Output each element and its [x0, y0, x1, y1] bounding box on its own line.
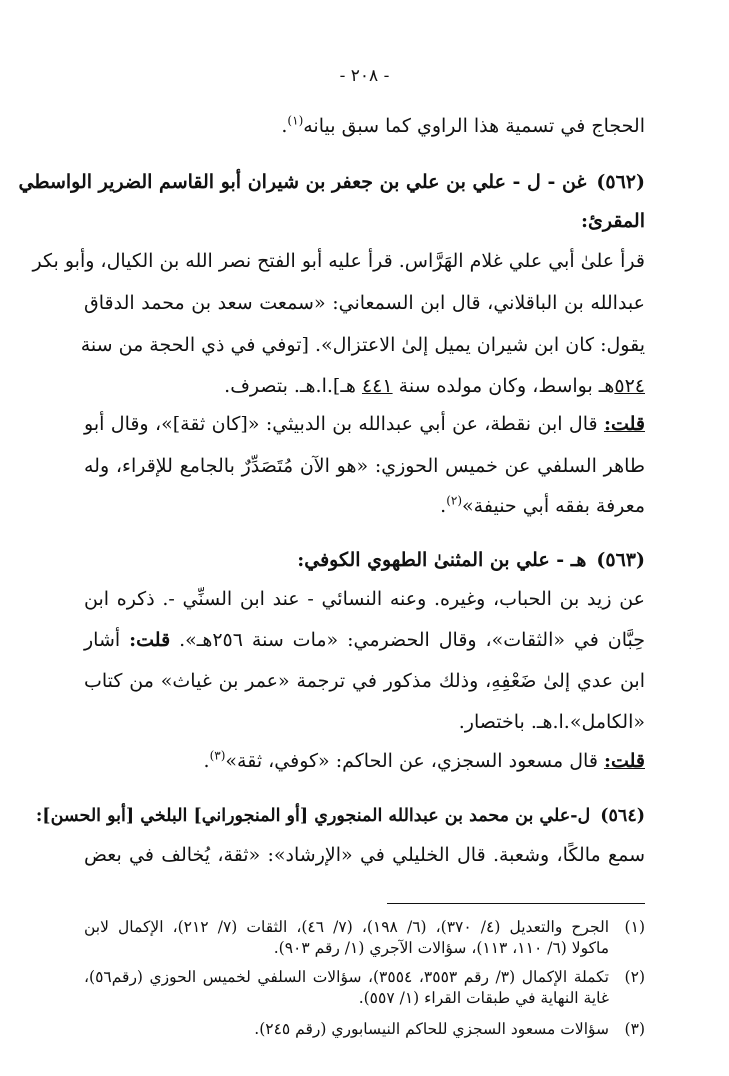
qult-label: قلت:	[603, 413, 645, 435]
footnote-divider	[387, 903, 645, 904]
entry-563-line-4: «الكامل».ا.هـ. باختصار.	[458, 711, 645, 733]
entry-563-line-5: قلت: قال مسعود السجزي، عن الحاكم: «كوفي، ثقة»$^{(٣)}$.	[203, 748, 645, 772]
entry-562-line-3: يقول: كان ابن شيران يميل إلىٰ الاعتزال». [توفي في ذي الحجة من سنة	[80, 334, 645, 356]
footnote-2: (٢) تكملة الإكمال (٣/ رقم ٣٥٥٣، ٣٥٥٤)، سؤالات السلفي لخميس الحوزي (رقم٥٦)، غاية النهاية في طبقات القراء (١/ ٥٥٧).	[84, 968, 645, 1007]
entry-563-heading: (٥٦٣)هـ - علي بن المثنىٰ الطهوي الكوفي:	[297, 549, 645, 571]
entry-564-line-1: سمع مالكًا، وشعبة. قال الخليلي في «الإرشاد»: «ثقة، يُخالف في بعض	[84, 844, 645, 866]
footnote-1: (١) الجرح والتعديل (٤/ ٣٧٠)، (٦/ ١٩٨)، (٧/ ٤٦)، الثقات (٧/ ٢١٢)، الإكمال لابن ماكولا (٦/ ١١٠، ١١٣)، سؤالات الآجري (١/ رقم ٩٠٣).	[84, 918, 645, 957]
entry-564-number: (٥٦٤)	[600, 806, 645, 826]
footnote-ref-3: (٣)	[209, 748, 226, 763]
page-number: - ٢٠٨ -	[339, 66, 390, 86]
entry-563-line-2: حِبَّان في «الثقات»، وقال الحضرمي: «مات سنة ٢٥٦هـ». قلت: أشار	[84, 629, 646, 651]
entry-562-line-1: قرأ علىٰ أبي علي غلام الهَرَّاس. قرأ عليه أبو الفتح نصر الله بن الكيال، وأبو بكر	[32, 250, 645, 272]
entry-563-line-1: عن زيد بن الحباب، وغيره. وعنه النسائي - عند ابن السنِّي -. ذكره ابن	[84, 588, 645, 610]
entry-562-number: (٥٦٢)	[596, 171, 645, 193]
qult-label: قلت:	[603, 750, 645, 772]
intro-line: الحجاج في تسمية هذا الراوي كما سبق بيانه$^{(١)}$.	[281, 113, 645, 137]
entry-563-line-3: ابن عدي إلىٰ ضَعْفِهِ، وذلك مذكور في ترجمة «عمر بن غياث» من كتاب	[84, 670, 645, 692]
footnote-3: (٣) سؤالات مسعود السجزي للحاكم النيسابوري (رقم ٢٤٥).	[254, 1020, 645, 1038]
entry-564-heading: (٥٦٤)ل-علي بن محمد بن عبدالله المنجوري [أو المنجوراني] البلخي [أبو الحسن]:	[35, 806, 645, 826]
entry-562-line-5: قلت: قال ابن نقطة، عن أبي عبدالله بن الدبيثي: «[كان ثقة]»، وقال أبو	[84, 413, 645, 435]
entry-562-heading-cont: المقرئ:	[580, 210, 645, 232]
footnote-ref-1: (١)	[287, 113, 304, 128]
entry-563-number: (٥٦٣)	[596, 549, 645, 571]
qult-label: قلت:	[129, 629, 171, 651]
entry-562-heading: (٥٦٢)غن - ل - علي بن علي بن جعفر بن شيران أبو القاسم الضرير الواسطي	[18, 171, 645, 193]
footnote-ref-2: (٢)	[446, 493, 463, 508]
entry-562-line-6: طاهر السلفي عن خميس الحوزي: «هو الآن مُتَصَدِّرٌ بالجامع للإقراء، وله	[84, 455, 645, 477]
entry-562-line-7: معرفة بفقه أبي حنيفة»$^{(٢)}$.	[440, 493, 645, 517]
entry-562-line-4: ٥٢٤هـ بواسط، وكان مولده سنة ٤٤١ هـ].ا.هـ. بتصرف.	[224, 375, 645, 397]
entry-562-line-2: عبدالله بن الباقلاني، قال ابن السمعاني: «سمعت سعد بن محمد الدقاق	[84, 292, 645, 314]
